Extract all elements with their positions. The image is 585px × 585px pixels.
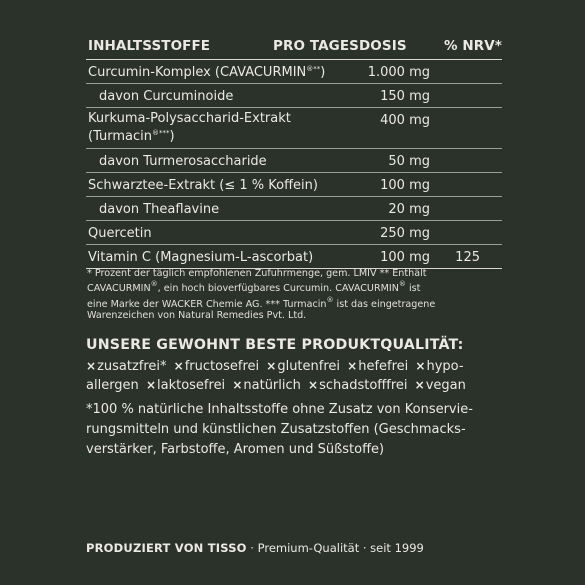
natural-ingredients-note <box>86 400 506 460</box>
ingredient-amount: 100 mg <box>380 178 430 193</box>
quality-line <box>86 376 506 395</box>
quality-item: ×zusatzfrei* <box>86 359 167 374</box>
ingredient-amount: 150 mg <box>380 89 430 104</box>
quality-list <box>86 357 506 395</box>
table-row <box>86 245 502 269</box>
ingredient-name: Quercetin <box>88 226 152 241</box>
table-footnote <box>87 268 507 322</box>
quality-item: ×laktosefrei <box>145 378 226 393</box>
producer-brand: PRODUZIERT VON TISSO <box>86 541 247 555</box>
table-header <box>86 36 502 60</box>
ingredient-amount: 250 mg <box>380 226 430 241</box>
quality-item: ×hefefrei <box>347 359 409 374</box>
quality-line <box>86 357 506 376</box>
table-row <box>86 173 502 197</box>
ingredient-amount: 100 mg <box>380 250 430 265</box>
cross-icon: × <box>145 378 156 392</box>
ingredient-amount: 20 mg <box>388 202 430 217</box>
cross-icon: × <box>232 378 243 392</box>
cross-icon: × <box>86 359 97 373</box>
footnote-line: * Prozent der täglich empfohlenen Zufuhrmenge, gem. LMIV ** Enthält <box>87 268 427 279</box>
cross-icon: × <box>414 378 425 392</box>
header-nrv: % NRV* <box>443 38 502 54</box>
ingredient-nrv: 125 <box>455 250 480 265</box>
ingredient-name: Curcumin-Komplex (CAVACURMIN®**) <box>88 65 326 80</box>
quality-item: allergen <box>86 378 139 393</box>
ingredient-amount: 50 mg <box>388 154 430 169</box>
header-daily-dose: PRO TAGESDOSIS <box>273 38 407 54</box>
ingredient-name: davon Curcuminoide <box>99 89 234 104</box>
ingredient-name: Vitamin C (Magnesium-L-ascorbat) <box>88 250 314 265</box>
cross-icon: × <box>347 359 358 373</box>
producer-tagline: · Premium-Qualität · seit 1999 <box>246 541 424 555</box>
ingredient-name: Kurkuma-Polysaccharid-Extrakt (Turmacin®***) <box>88 111 291 144</box>
ingredient-amount: 400 mg <box>380 113 430 128</box>
note-line: verstärker, Farbstoffe, Aromen und Süßstoffe) <box>86 442 385 457</box>
nutrition-table <box>86 36 502 269</box>
note-line: *100 % natürliche Inhaltsstoffe ohne Zusatz von Konservie- <box>86 402 473 417</box>
footnote-line: CAVACURMIN®, ein hoch bioverfügbares Curcumin. CAVACURMIN® ist <box>87 280 421 295</box>
quality-item: ×natürlich <box>232 378 301 393</box>
quality-item: ×hypo- <box>415 359 464 374</box>
table-row <box>86 60 502 84</box>
table-row <box>86 108 502 149</box>
note-line: rungsmitteln und künstlichen Zusatzstoffen (Geschmacks- <box>86 422 466 437</box>
quality-item: ×fructosefrei <box>173 359 260 374</box>
cross-icon: × <box>173 359 184 373</box>
cross-icon: × <box>415 359 426 373</box>
cross-icon: × <box>266 359 277 373</box>
quality-heading: UNSERE GEWOHNT BESTE PRODUKTQUALITÄT: <box>86 337 464 353</box>
footnote-line: Warenzeichen von Natural Remedies Pvt. Ltd. <box>87 310 307 322</box>
cross-icon: × <box>308 378 319 392</box>
table-row <box>86 149 502 173</box>
ingredient-name: davon Turmerosaccharide <box>99 154 267 169</box>
quality-item: ×glutenfrei <box>266 359 341 374</box>
header-ingredients: INHALTSSTOFFE <box>88 38 211 54</box>
quality-item: ×vegan <box>414 378 466 393</box>
producer-line <box>86 541 424 555</box>
ingredient-name: davon Theaflavine <box>99 202 220 217</box>
table-row <box>86 221 502 245</box>
quality-item: ×schadstofffrei <box>308 378 408 393</box>
table-row <box>86 197 502 221</box>
table-row <box>86 84 502 108</box>
ingredient-name: Schwarztee-Extrakt (≤ 1 % Koffein) <box>88 178 318 193</box>
ingredient-amount: 1.000 mg <box>367 65 430 80</box>
footnote-line: eine Marke der WACKER Chemie AG. *** Turmacin® ist das eingetragene <box>87 295 436 310</box>
